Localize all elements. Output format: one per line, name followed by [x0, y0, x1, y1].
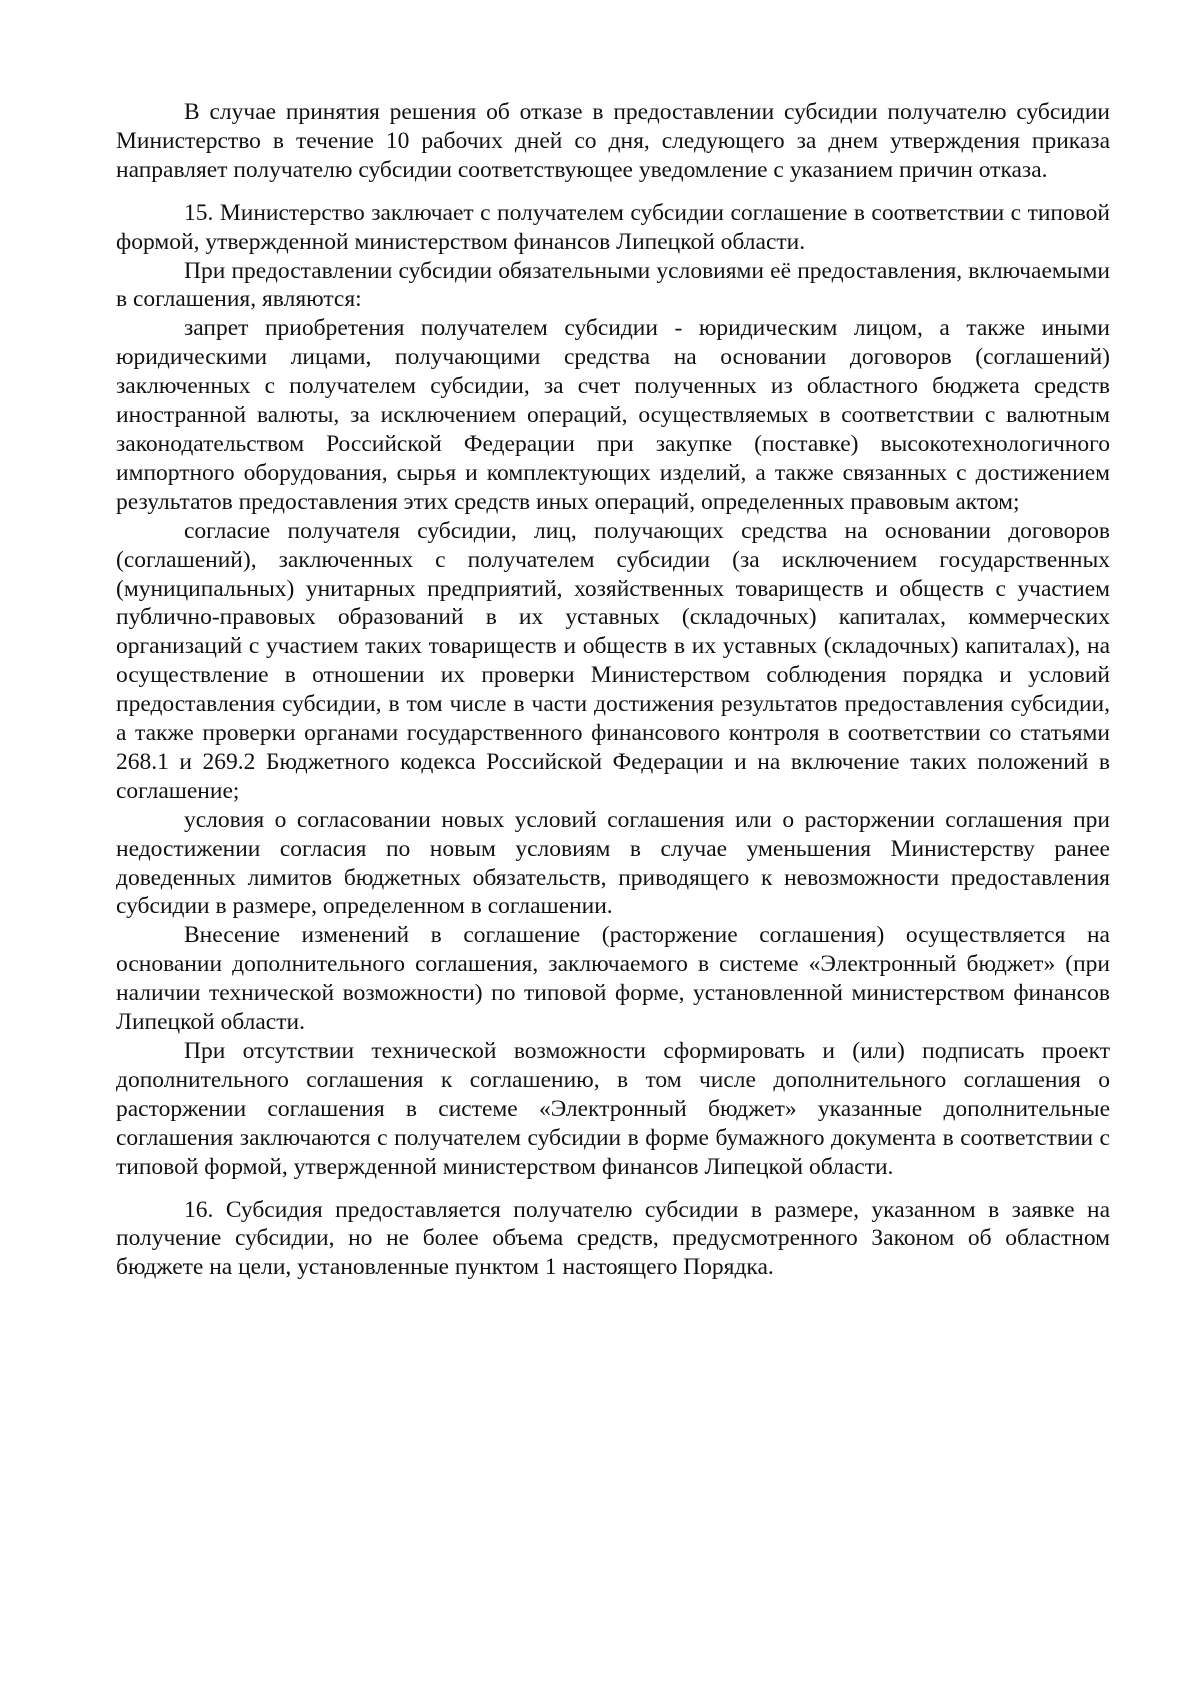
paragraph-audit-consent: согласие получателя субсидии, лиц, получающих средства на основании договоров (соглашений), заключенных с получателем субсидии (за исключением государственных (муниципальных) унитарных предприятий, хозяйственных товариществ и обществ с участием публично-правовых образований в их уставных (складочных) капиталах, коммерческих организаций с участием таких товариществ и обществ в их уставных (складочных) капиталах), на осуществление в отношении их проверки Министерством соблюдения порядка и условий предоставления субсидии, в том числе в части достижения результатов предоставления субсидии, а также проверки органами государственного финансового контроля в соответствии со статьями 268.1 и 269.2 Бюджетного кодекса Российской Федерации и на включение таких положений в соглашение;: [116, 517, 1110, 804]
paragraph-paper-form: При отсутствии технической возможности сформировать и (или) подписать проект дополнительного соглашения к соглашению, в том числе дополнительного соглашения о расторжении соглашения в системе «Электронный бюджет» указанные дополнительные соглашения заключаются с получателем субсидии в форме бумажного документа в соответствии с типовой формой, утвержденной министерством финансов Липецкой области.: [116, 1038, 1110, 1180]
document-page: [116, 98, 1110, 1282]
paragraph-15-agreement: 15. Министерство заключает с получателем субсидии соглашение в соответствии с типовой формой, утвержденной министерством финансов Липецкой области.: [116, 199, 1110, 255]
paragraph-refusal-notice: В случае принятия решения об отказе в предоставлении субсидии получателю субсидии Министерство в течение 10 рабочих дней со дня, следующего за днем утверждения приказа направляет получателю субсидии соответствующее уведомление с указанием причин отказа.: [116, 99, 1110, 183]
paragraph-amendments: Внесение изменений в соглашение (расторжение соглашения) осуществляется на основании дополнительного соглашения, заключаемого в системе «Электронный бюджет» (при наличии технической возможности) по типовой форме, установленной министерством финансов Липецкой области.: [116, 922, 1110, 1036]
paragraph-currency-ban: запрет приобретения получателем субсидии - юридическим лицом, а также иными юридическими лицами, получающими средства на основании договоров (соглашений) заключенных с получателем субсидии, за счет полученных из областного бюджета средств иностранной валюты, за исключением операций, осуществляемых в соответствии с валютным законодательством Российской Федерации при закупке (поставке) высокотехнологичного импортного оборудования, сырья и комплектующих изделий, а также связанных с достижением результатов предоставления этих средств иных операций, определенных правовым актом;: [116, 315, 1110, 515]
paragraph-new-conditions: условия о согласовании новых условий соглашения или о расторжении соглашения при недостижении согласия по новым условиям в случае уменьшения Министерству ранее доведенных лимитов бюджетных обязательств, приводящего к невозможности предоставления субсидии в размере, определенном в соглашении.: [116, 806, 1110, 920]
paragraph-16-subsidy-amount: 16. Субсидия предоставляется получателю субсидии в размере, указанном в заявке на получение субсидии, но не более объема средств, предусмотренного Законом об областном бюджете на цели, установленные пунктом 1 настоящего Порядка.: [116, 1196, 1110, 1281]
paragraph-mandatory-conditions: При предоставлении субсидии обязательными условиями её предоставления, включаемыми в соглашения, являются:: [116, 257, 1110, 313]
